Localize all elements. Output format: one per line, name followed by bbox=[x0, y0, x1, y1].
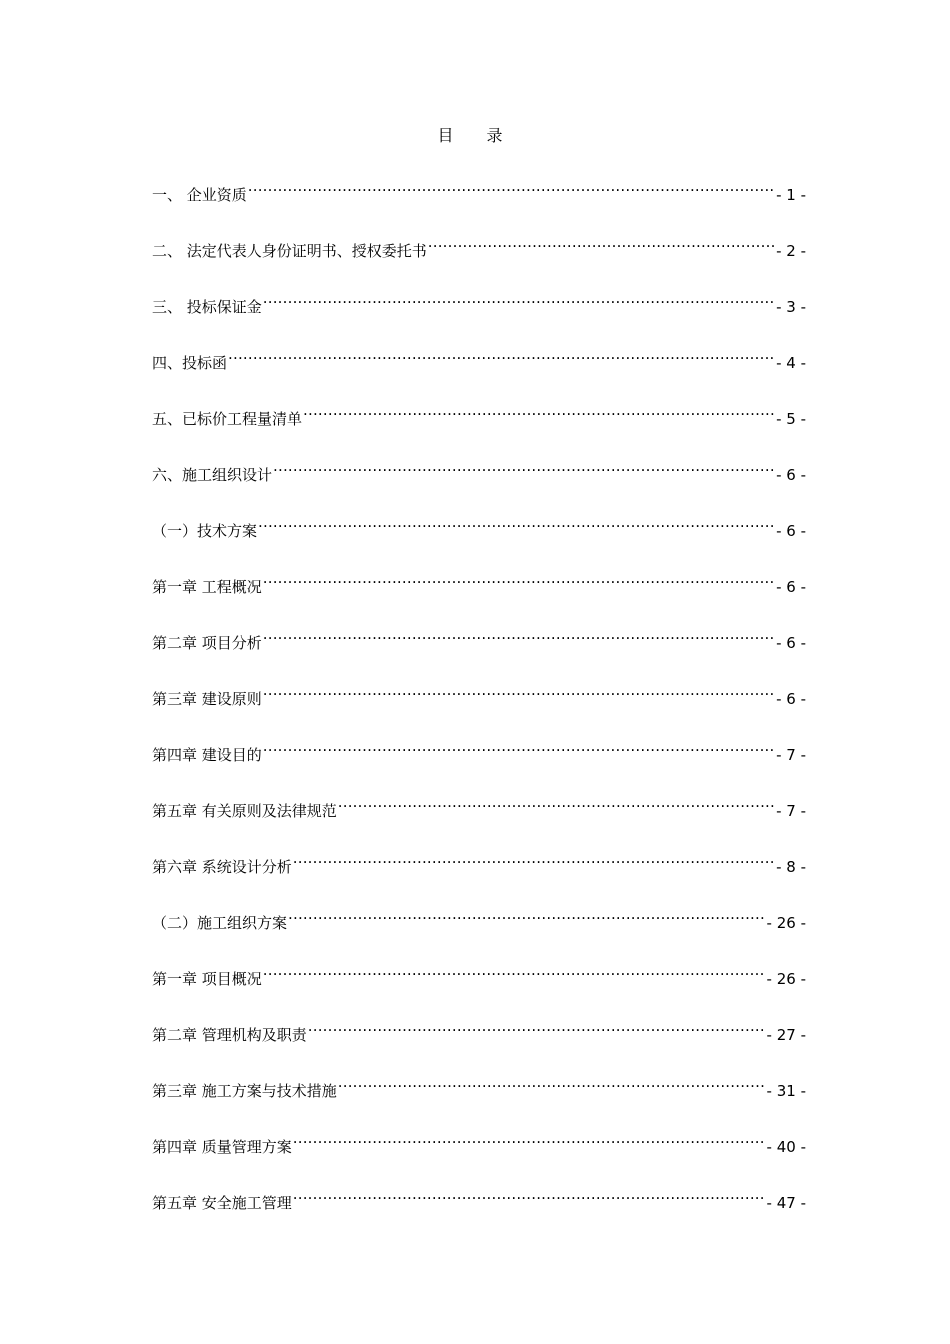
toc-page-number: - 6 - bbox=[776, 634, 806, 652]
toc-page-number: - 47 - bbox=[766, 1194, 806, 1212]
toc-entry[interactable] bbox=[152, 228, 806, 284]
toc-page-number: - 40 - bbox=[766, 1138, 806, 1156]
toc-entry[interactable] bbox=[152, 452, 806, 508]
toc-entry[interactable] bbox=[152, 508, 806, 564]
toc-page-number: - 26 - bbox=[766, 914, 806, 932]
toc-dot-leader bbox=[263, 732, 775, 760]
toc-page-number: - 3 - bbox=[776, 298, 806, 316]
toc-entry-label: （一）技术方案 bbox=[152, 522, 258, 540]
toc-dot-leader bbox=[338, 1068, 766, 1096]
toc-entry-label: 二、 法定代表人身份证明书、授权委托书 bbox=[152, 242, 427, 260]
toc-entry-label: （二）施工组织方案 bbox=[152, 914, 288, 932]
toc-page-number: - 31 - bbox=[766, 1082, 806, 1100]
toc-entry-label: 第五章 安全施工管理 bbox=[152, 1194, 292, 1212]
toc-dot-leader bbox=[338, 788, 775, 816]
toc-page-number: - 7 - bbox=[776, 746, 806, 764]
toc-entry[interactable] bbox=[152, 396, 806, 452]
toc-entry-label: 三、 投标保证金 bbox=[152, 298, 262, 316]
toc-entry-label: 第四章 建设目的 bbox=[152, 746, 262, 764]
toc-entry-label: 四、投标函 bbox=[152, 354, 228, 372]
toc-dot-leader bbox=[263, 620, 775, 648]
toc-entry[interactable] bbox=[152, 844, 806, 900]
toc-dot-leader bbox=[293, 1180, 766, 1208]
toc-dot-leader bbox=[303, 396, 775, 424]
toc-page-number: - 6 - bbox=[776, 578, 806, 596]
toc-page-number: - 2 - bbox=[776, 242, 806, 260]
toc-entry[interactable] bbox=[152, 900, 806, 956]
toc-dot-leader bbox=[288, 900, 766, 928]
toc-dot-leader bbox=[263, 676, 775, 704]
toc-entry[interactable] bbox=[152, 1012, 806, 1068]
toc-entry-label: 第二章 项目分析 bbox=[152, 634, 262, 652]
toc-entry-label: 第三章 建设原则 bbox=[152, 690, 262, 708]
toc-dot-leader bbox=[293, 1124, 766, 1152]
toc-page-number: - 5 - bbox=[776, 410, 806, 428]
toc-page-number: - 1 - bbox=[776, 186, 806, 204]
toc-dot-leader bbox=[293, 844, 775, 872]
toc-entry[interactable] bbox=[152, 1124, 806, 1180]
toc-entry[interactable] bbox=[152, 956, 806, 1012]
toc-page-number: - 26 - bbox=[766, 970, 806, 988]
toc-dot-leader bbox=[263, 956, 766, 984]
toc-dot-leader bbox=[263, 284, 775, 312]
toc-entry-label: 第一章 项目概况 bbox=[152, 970, 262, 988]
toc-entry[interactable] bbox=[152, 788, 806, 844]
toc-page-number: - 6 - bbox=[776, 690, 806, 708]
toc-entry-label: 五、已标价工程量清单 bbox=[152, 410, 303, 428]
toc-entry[interactable] bbox=[152, 564, 806, 620]
toc-dot-leader bbox=[228, 340, 775, 368]
toc-entry-label: 一、 企业资质 bbox=[152, 186, 247, 204]
toc-entry-label: 第一章 工程概况 bbox=[152, 578, 262, 596]
toc-dot-leader bbox=[258, 508, 775, 536]
toc-dot-leader bbox=[428, 228, 775, 256]
toc-entry[interactable] bbox=[152, 340, 806, 396]
toc-entry[interactable] bbox=[152, 284, 806, 340]
toc-page-number: - 7 - bbox=[776, 802, 806, 820]
toc-title: 目 录 bbox=[437, 126, 517, 145]
toc-entry-label: 第五章 有关原则及法律规范 bbox=[152, 802, 337, 820]
toc-page-number: - 8 - bbox=[776, 858, 806, 876]
toc-page-number: - 27 - bbox=[766, 1026, 806, 1044]
toc-list bbox=[152, 172, 806, 1236]
toc-entry-label: 第二章 管理机构及职责 bbox=[152, 1026, 307, 1044]
toc-entry-label: 六、施工组织设计 bbox=[152, 466, 273, 484]
toc-page-number: - 4 - bbox=[776, 354, 806, 372]
toc-dot-leader bbox=[273, 452, 775, 480]
toc-entry-label: 第六章 系统设计分析 bbox=[152, 858, 292, 876]
toc-page-number: - 6 - bbox=[776, 522, 806, 540]
toc-entry[interactable] bbox=[152, 172, 806, 228]
toc-entry-label: 第四章 质量管理方案 bbox=[152, 1138, 292, 1156]
toc-page-number: - 6 - bbox=[776, 466, 806, 484]
toc-entry-label: 第三章 施工方案与技术措施 bbox=[152, 1082, 337, 1100]
toc-dot-leader bbox=[308, 1012, 766, 1040]
toc-entry[interactable] bbox=[152, 620, 806, 676]
toc-dot-leader bbox=[263, 564, 775, 592]
toc-dot-leader bbox=[248, 172, 775, 200]
toc-entry[interactable] bbox=[152, 732, 806, 788]
toc-entry[interactable] bbox=[152, 1068, 806, 1124]
toc-entry[interactable] bbox=[152, 1180, 806, 1236]
toc-entry[interactable] bbox=[152, 676, 806, 732]
